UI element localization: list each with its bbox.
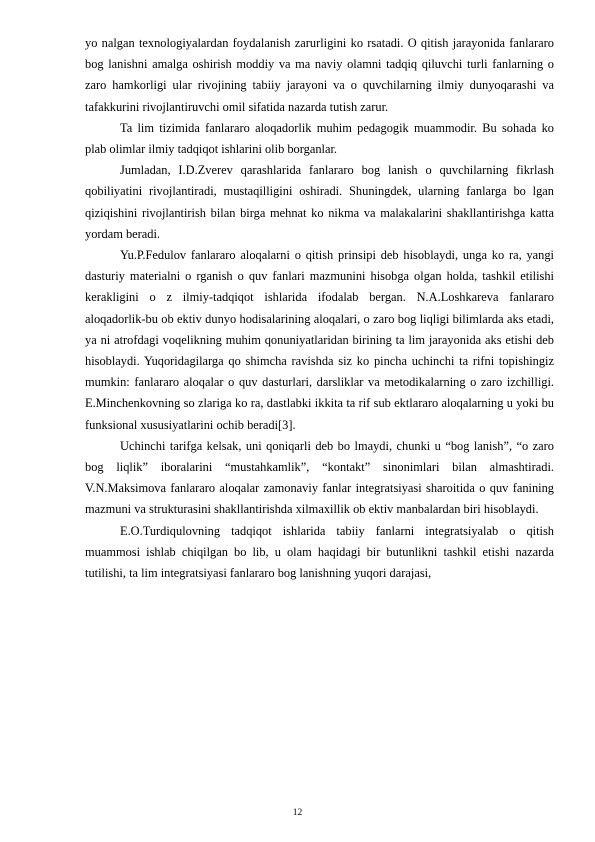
paragraph-5: Uchinchi tarifga kelsak, uni qoniqarli deb bo lmaydi, chunki u “bog lanish”, “o zaro bog liqlik” iboralarini “mustahkamlik”, “kontakt” sinonimlari bilan almashtiradi. V.N.Maksimova fanlararo aloqalar zamonaviy fanlar integratsiyasi sharoitida o quv fanining mazmuni va strukturasini shakllantirishda xilmaxillik ob ektiv manbalardan biri hisoblaydi.	[85, 438, 554, 517]
paragraph-3: Jumladan, I.D.Zverev qarashlarida fanlararo bog lanish o quvchilarning fikrlash qobiliyatini rivojlantiradi, mustaqilligini oshiradi. Shuningdek, ularning fanlarga bo lgan qiziqishini rivojlantirish bilan birga mehnat ko nikma va malakalarini shakllantirishga katta yordam beradi.	[85, 163, 554, 241]
page-number: 12	[292, 808, 303, 818]
paragraph-6: E.O.Turdiqulovning tadqiqot ishlarida tabiiy fanlarni integratsiyalab o qitish muammosi ishlab chiqilgan bo lib, u olam haqidagi bir butunlikni tashkil etishi nazarda tutilishi, ta lim integratsiyasi fanlararo bog lanishning yuqori darajasi,	[85, 523, 554, 581]
paragraph-2: Ta lim tizimida fanlararo aloqadorlik muhim pedagogik muammodir. Bu sohada ko plab olimlar ilmiy tadqiqot ishlarini olib borganlar.	[85, 120, 554, 157]
paragraph-4: Yu.P.Fedulov fanlararo aloqalarni o qitish prinsipi deb hisoblaydi, unga ko ra, yangi dasturiy materialni o rganish o quv fanlari mazmunini hisobga olgan holda, tashkil etilishi kerakligini o z ilmiy-tadqiqot ishlarida ifodalab bergan. N.A.Loshkareva fanlararo aloqadorlik-bu ob ektiv dunyo hodisalarining aloqalari, o zaro bog liqligi bilimlarda aks etadi, ya ni atrofdagi voqelikning muhim qonuniyatlaridan birining ta lim jarayonida aks etishi deb hisoblaydi. Yuqoridagilarga qo shimcha ravishda siz ko pincha uchinchi ta rifni topishingiz mumkin: fanlararo aloqalar o quv dasturlari, darsliklar va metodikalarning o zaro izchilligi. E.Minchenkovning so zlariga ko ra, dastlabki ikkita ta rif sub ektlararo aloqalarning u yoki bu funksional xususiyatlarini ochib beradi[3].	[85, 248, 554, 432]
paragraph-1: yo nalgan texnologiyalardan foydalanish zarurligini ko rsatadi. O qitish jarayonida fanlararo bog lanishni amalga oshirish moddiy va ma naviy olamni tadqiq qiluvchi turli fanlarning o zaro hamkorligi ular rivojining tabiiy jarayoni va o quvchilarning ilmiy dunyoqarashi va tafakkurini rivojlantiruvchi omil sifatida nazarda tutish zarur.	[85, 36, 554, 114]
document-body	[85, 33, 554, 584]
